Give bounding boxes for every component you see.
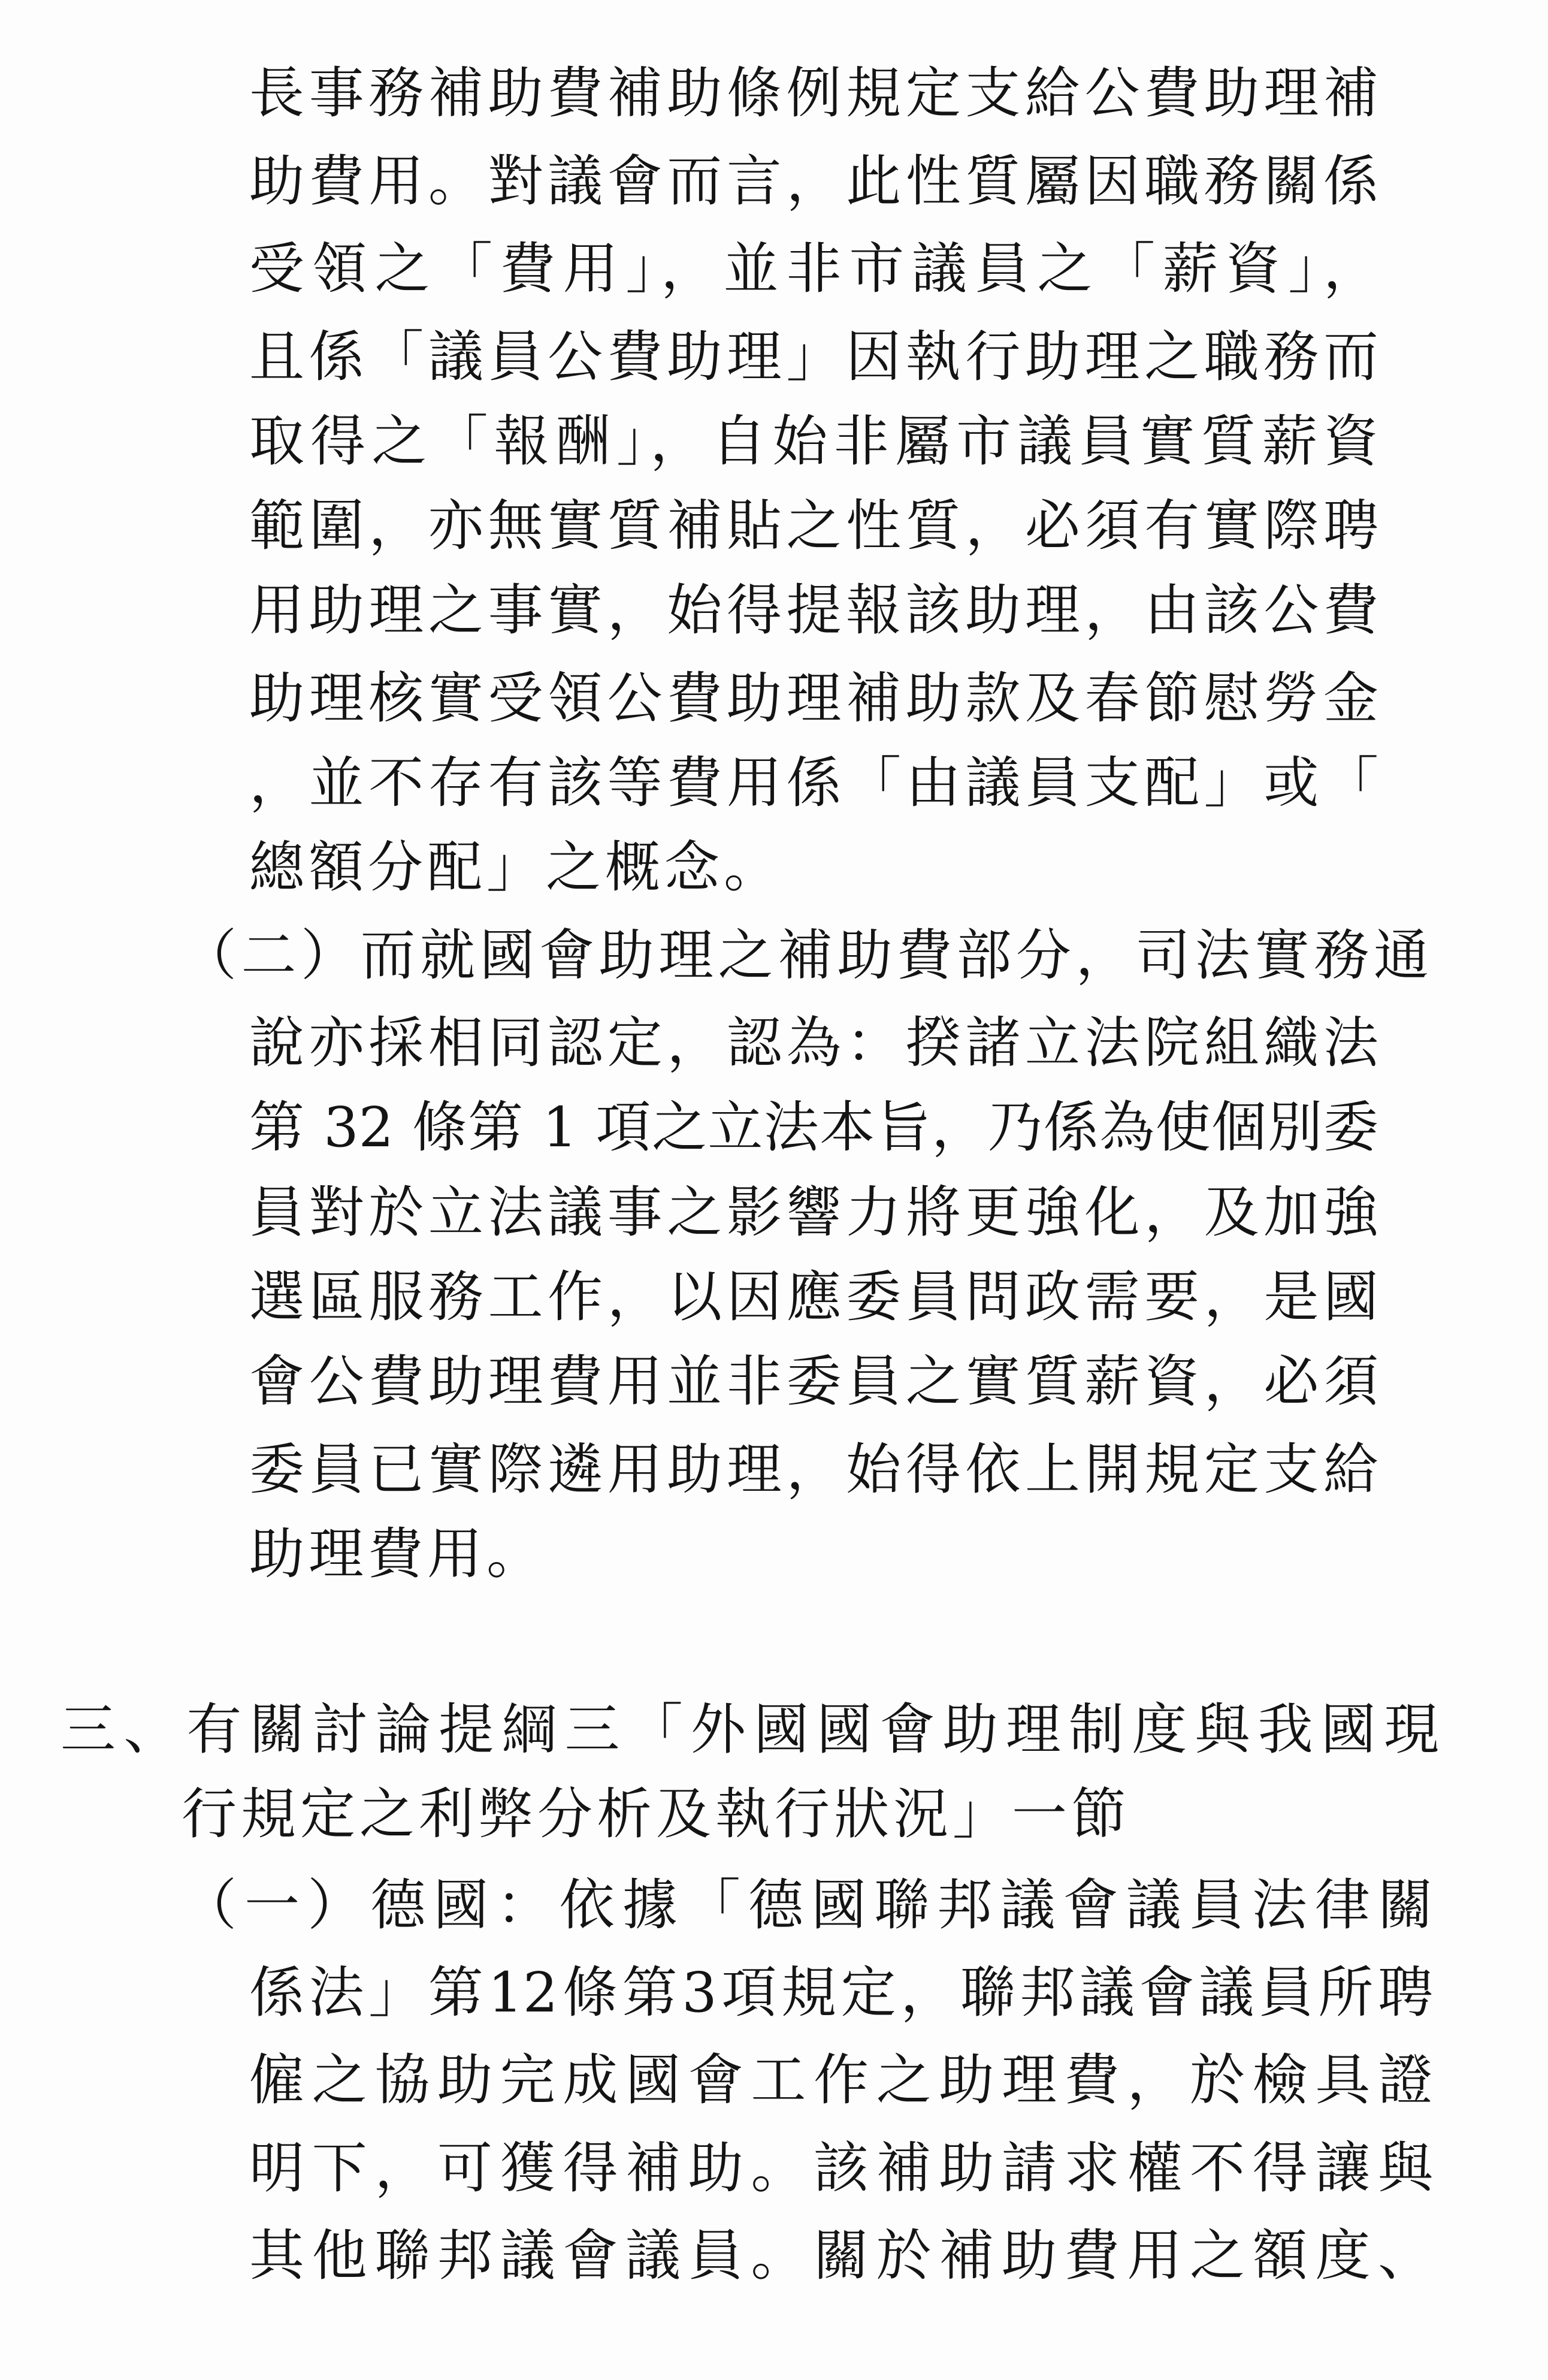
text-line: 受領之「費用」，並非市議員之「薪資」， [249,239,1378,299]
text-line: 第 32 條第 1 項之立法本旨，乃係為使個別委 [249,1098,1378,1158]
list-item-heading-line: （一）德國：依據「德國聯邦議會議員法律關 [182,1875,1433,1935]
text-line: 其他聯邦議會議員。關於補助費用之額度、 [249,2226,1433,2286]
text-line: 助理核實受領公費助理補助款及春節慰勞金 [249,669,1378,729]
text-line: 員對於立法議事之影響力將更強化，及加強 [249,1183,1378,1243]
text-line: 僱之協助完成國會工作之助理費，於檢具證 [249,2050,1433,2110]
text-line: 長事務補助費補助條例規定支給公費助理補 [249,64,1378,123]
list-item-heading-line: （二）而就國會助理之補助費部分，司法實務通 [182,926,1429,986]
text-line: 明下，可獲得補助。該補助請求權不得讓與 [249,2139,1433,2198]
text-line: 說亦採相同認定，認為：揆諸立法院組織法 [249,1013,1378,1073]
text-line: 範圍，亦無實質補貼之性質，必須有實際聘 [249,496,1378,556]
text-line: 總額分配」之概念。 [249,838,784,898]
text-line: 助費用。對議會而言，此性質屬因職務關係 [249,152,1378,212]
text-line: ，並不存有該等費用係「由議員支配」或「 [249,753,1378,813]
text-line: 選區服務工作，以因應委員問政需要，是國 [249,1267,1378,1327]
text-line: 係法」第12條第3項規定，聯邦議會議員所聘 [249,1963,1433,2023]
text-line: 用助理之事實，始得提報該助理，由該公費 [249,581,1378,641]
section-heading-line: 三、有關討論提綱三「外國國會助理制度與我國現 [61,1700,1439,1760]
text-line: 委員已實際遴用助理，始得依上開規定支給 [249,1440,1378,1500]
text-line: 取得之「報酬」，自始非屬市議員實質薪資 [249,412,1378,472]
section-heading-line: 行規定之利弊分析及執行狀況」一節 [182,1784,1131,1844]
text-line: 且係「議員公費助理」因執行助理之職務而 [249,327,1378,387]
text-line: 會公費助理費用並非委員之實質薪資，必須 [249,1352,1378,1412]
text-line: 助理費用。 [249,1524,546,1584]
